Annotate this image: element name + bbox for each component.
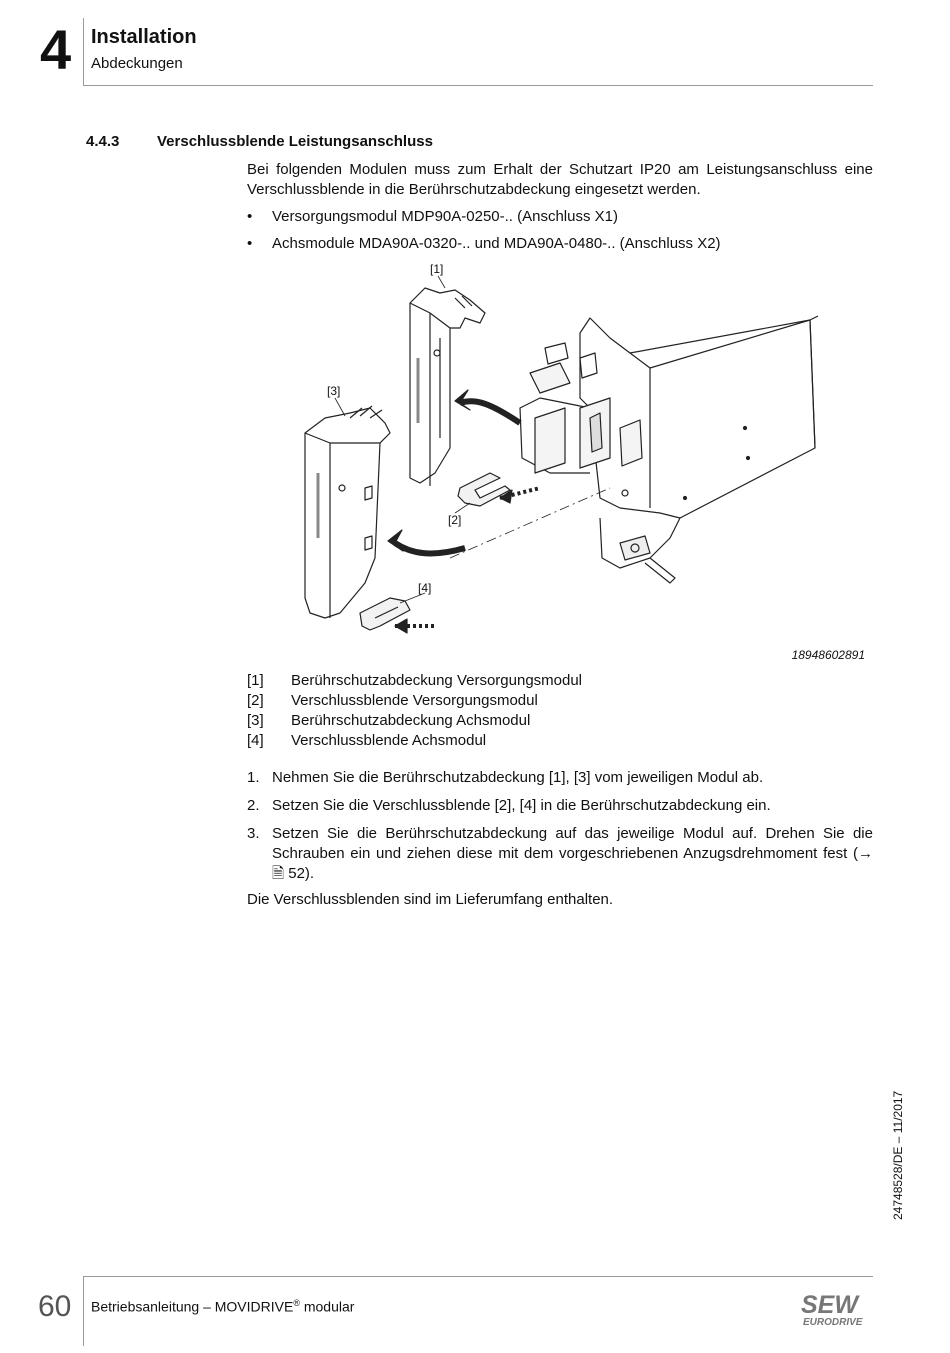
curved-arrow-icon (395, 543, 465, 553)
legend-key: [3] (247, 712, 264, 729)
callout-label: [2] (448, 513, 462, 527)
svg-text:EURODRIVE: EURODRIVE (803, 1317, 863, 1328)
list-item-text: Versorgungsmodul MDP90A-0250-.. (Anschluss X1) (272, 208, 618, 225)
callout-label: [1] (430, 262, 444, 276)
list-item (247, 234, 873, 254)
drive-module-drawing (520, 316, 818, 583)
section-title: Verschlussblende Leistungsanschluss (157, 133, 433, 150)
callout-label: [4] (418, 581, 432, 595)
footer-title-text: Betriebsanleitung – MOVIDRIVE (91, 1298, 294, 1315)
list-item-text: Achsmodule MDA90A-0320-.. und MDA90A-0480-.. (Anschluss X2) (272, 235, 721, 252)
step-number: 3. (247, 825, 260, 842)
legend-row (247, 731, 582, 751)
legend-text: Berührschutzabdeckung Achsmodul (291, 712, 531, 729)
footer-rule (83, 1276, 873, 1277)
step-item (247, 768, 873, 788)
step-text: Setzen Sie die Berührschutzabdeckung auf das jeweilige Modul auf. Drehen Sie die Schrauben ein und ziehen diese mit dem vorgeschriebenen Anzugsdrehmoment fest (→ 🗎 52). (272, 825, 873, 882)
legend-text: Verschlussblende Versorgungsmodul (291, 692, 538, 709)
legend-text: Berührschutzabdeckung Versorgungsmodul (291, 672, 583, 689)
module-list (247, 207, 873, 261)
cover-axis-module-drawing (305, 406, 390, 618)
list-item (247, 207, 873, 227)
legend-key: [4] (247, 732, 264, 749)
page-number: 60 (38, 1290, 72, 1323)
step-text: Setzen Sie die Verschlussblende [2], [4] in die Berührschutzabdeckung ein. (272, 797, 771, 814)
footer-divider (83, 1276, 84, 1346)
legend-row (247, 711, 582, 731)
cover-supply-module-drawing (410, 288, 485, 486)
callout-label: [3] (327, 384, 341, 398)
figure-id: 18948602891 (791, 648, 865, 662)
plate-supply-module-drawing (458, 473, 510, 506)
curved-arrow-icon (460, 401, 520, 423)
chapter-subtitle: Abdeckungen (91, 55, 183, 72)
step-text: Nehmen Sie die Berührschutzabdeckung [1], [3] vom jeweiligen Modul ab. (272, 769, 764, 786)
chapter-title: Installation (91, 26, 197, 48)
bullet-icon: • (247, 208, 253, 225)
document-id: 24748528/DE – 11/2017 (891, 1090, 905, 1220)
legend-key: [2] (247, 692, 264, 709)
instruction-steps (247, 768, 873, 892)
legend-text: Verschlussblende Achsmodul (291, 732, 487, 749)
step-item (247, 796, 873, 816)
header-divider (83, 18, 84, 86)
legend-key: [1] (247, 672, 264, 689)
step-number: 2. (247, 797, 260, 814)
svg-text:SEW: SEW (801, 1291, 858, 1319)
header-rule (83, 85, 873, 86)
bullet-icon: • (247, 235, 253, 252)
legend-row (247, 671, 582, 691)
figure-legend (247, 671, 582, 751)
step-number: 1. (247, 769, 260, 786)
footer-title-suffix: modular (299, 1298, 355, 1315)
legend-row (247, 691, 582, 711)
intro-paragraph: Bei folgenden Modulen muss zum Erhalt der Schutzart IP20 am Leistungsanschluss eine Verschlussblende in die Berührschutzabdeckung eingesetzt werden. (247, 161, 873, 198)
step-item (247, 824, 873, 884)
section-number: 4.4.3 (86, 133, 120, 150)
footer-title (91, 1298, 354, 1315)
sew-eurodrive-logo (797, 1289, 877, 1329)
chapter-number: 4 (40, 18, 72, 81)
registered-mark: ® (293, 1298, 300, 1308)
scope-note: Die Verschlussblenden sind im Lieferumfang enthalten. (247, 891, 614, 908)
installation-illustration (290, 258, 870, 658)
